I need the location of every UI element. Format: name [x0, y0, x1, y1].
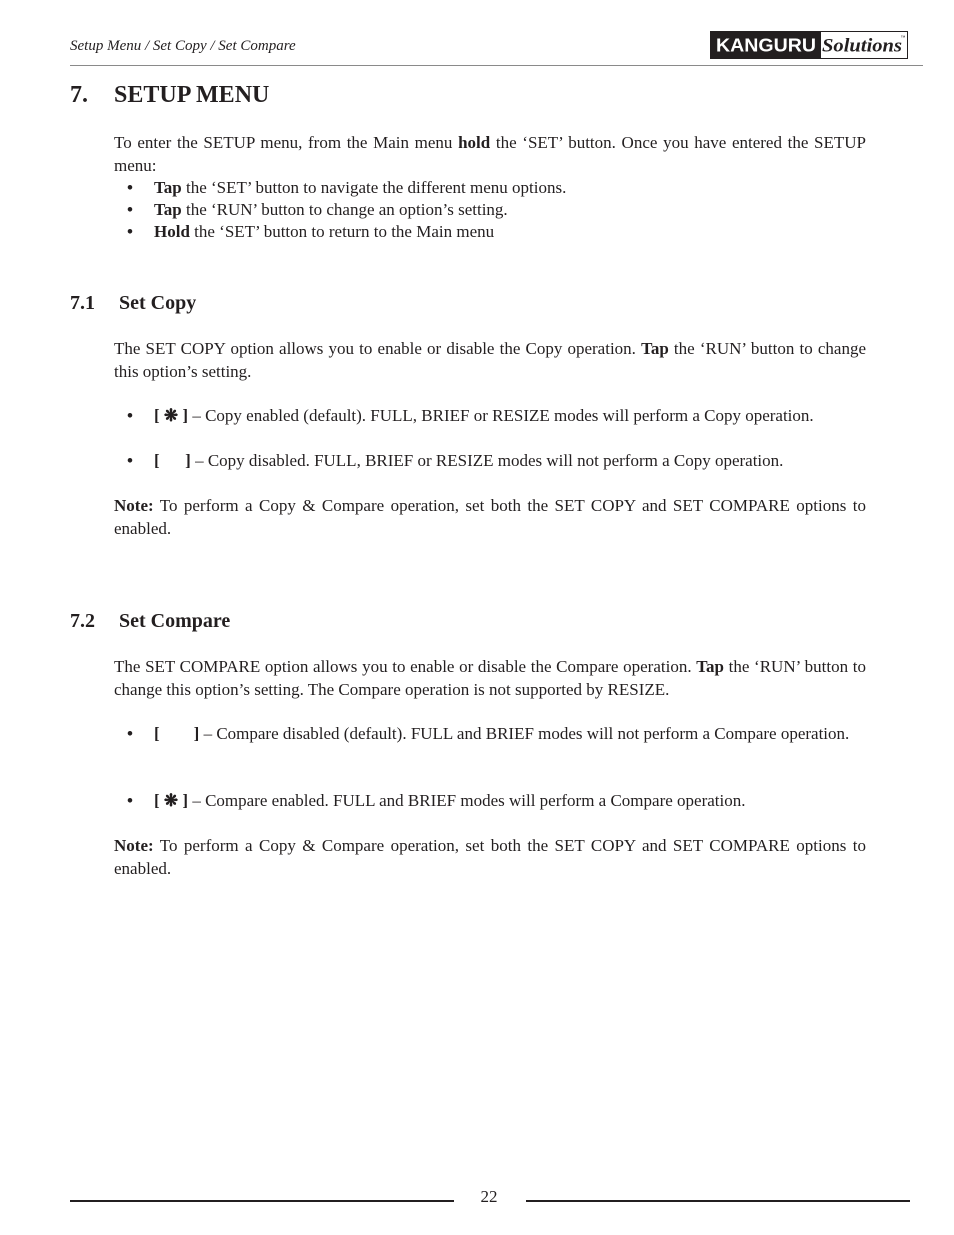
setup-intro-paragraph — [114, 132, 866, 177]
subsection-title: Set Copy — [119, 292, 197, 314]
set-copy-option-list — [127, 405, 866, 427]
option-marker: [ ] — [154, 724, 200, 743]
bullet-icon: • — [127, 200, 133, 219]
setup-bullet-list — [127, 177, 866, 243]
list-item: • [ ❋ ] – Copy enabled (default). FULL, BRIEF or RESIZE modes will perform a Copy operation. — [127, 406, 814, 425]
footer-rule-left — [70, 1200, 454, 1202]
header-rule — [70, 65, 923, 66]
option-marker: [ ] — [154, 451, 191, 470]
subsection-number: 7.2 — [70, 610, 95, 632]
set-copy-paragraph: The SET COPY option allows you to enable or disable the Copy operation. Tap the ‘RUN’ button to change this option’s setting. — [114, 339, 866, 381]
list-item: • [ ] – Compare disabled (default). FULL and BRIEF modes will not perform a Compare operation. — [127, 724, 850, 743]
subsection-number: 7.1 — [70, 292, 95, 314]
list-item: • Tap the ‘RUN’ button to change an option’s setting. — [127, 200, 508, 219]
section-number: 7. — [70, 82, 88, 108]
logo-text-solutions: Solutions — [822, 35, 902, 57]
set-compare-option-list — [127, 723, 866, 745]
bullet-icon: • — [127, 791, 133, 810]
section-title: SETUP MENU — [114, 82, 270, 108]
subsection-title: Set Compare — [119, 610, 231, 632]
bullet-icon: • — [127, 178, 133, 197]
intro-bold: hold — [458, 133, 491, 152]
set-compare-paragraph: The SET COMPARE option allows you to enable or disable the Compare operation. Tap the ‘RUN’ button to change this option’s setting. The Compare operation is not supported by RESIZE. — [114, 657, 866, 699]
option-marker: [ ❋ ] — [154, 406, 189, 425]
bullet-icon: • — [127, 222, 133, 241]
bullet-icon: • — [127, 451, 133, 470]
bullet-icon: • — [127, 406, 133, 425]
list-item: • [ ] – Copy disabled. FULL, BRIEF or RESIZE modes will not perform a Copy operation. — [127, 451, 784, 470]
bullet-icon: • — [127, 724, 133, 743]
set-copy-note: Note: To perform a Copy & Compare operation, set both the SET COPY and SET COMPARE options to enabled. — [114, 496, 866, 538]
intro-text-end: the ‘SET’ button. Once you have entered the SETUP menu: — [114, 133, 866, 175]
option-marker: [ ❋ ] — [154, 791, 189, 810]
logo-text-kanguru: KANGURU — [716, 35, 816, 56]
set-compare-note: Note: To perform a Copy & Compare operation, set both the SET COPY and SET COMPARE options to enabled. — [114, 836, 866, 878]
set-copy-option-list-2 — [127, 450, 866, 472]
set-compare-option-list-2 — [127, 790, 866, 812]
footer-rule-right — [526, 1200, 910, 1202]
list-item: • Tap the ‘SET’ button to navigate the different menu options. — [127, 178, 567, 197]
intro-text: To enter the SETUP menu, from the Main menu — [114, 133, 459, 152]
logo-trademark: ™ — [900, 35, 906, 41]
list-item: • Hold the ‘SET’ button to return to the Main menu — [127, 222, 495, 241]
list-item: • [ ❋ ] – Compare enabled. FULL and BRIEF modes will perform a Compare operation. — [127, 791, 746, 810]
running-header: Setup Menu / Set Copy / Set Compare — [70, 38, 296, 54]
page-number: 22 — [480, 1187, 498, 1206]
kanguru-solutions-logo — [710, 31, 908, 59]
